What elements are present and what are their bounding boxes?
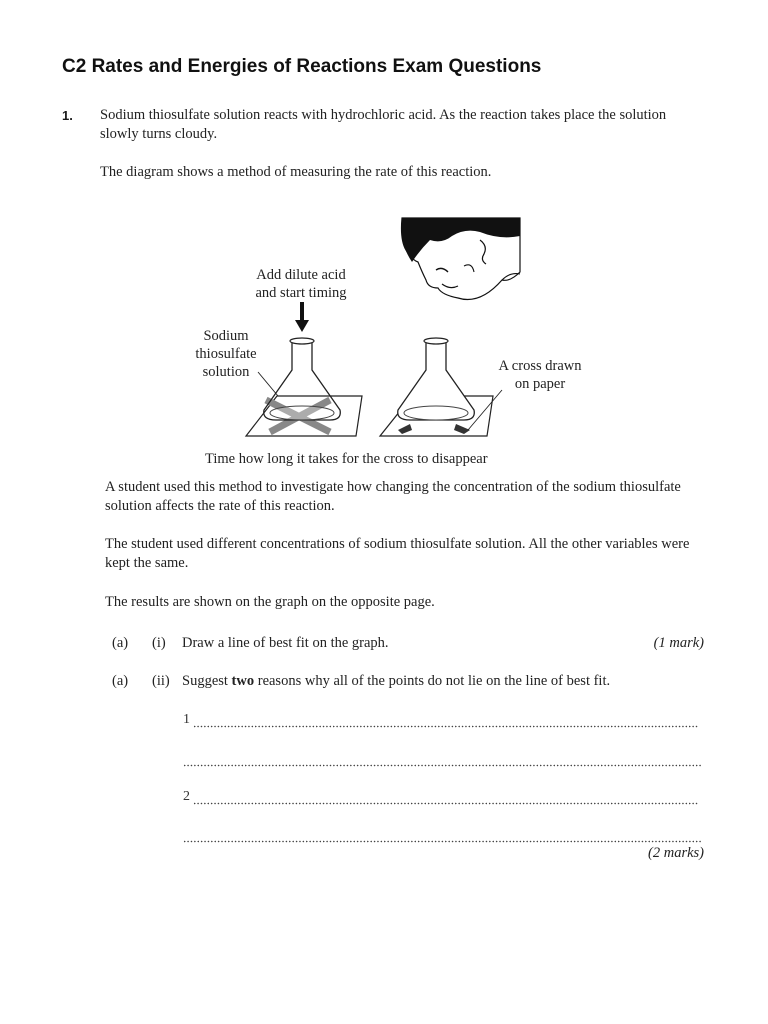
- dotted-line: [193, 725, 698, 728]
- label-sodium-thiosulfate: Sodium thiosulfate solution: [195, 328, 257, 380]
- intro-paragraph-2: The diagram shows a method of measuring the rate of this reaction.: [100, 164, 492, 180]
- question-number: 1.: [62, 108, 73, 123]
- method-paragraph: A student used this method to investigate how changing the concentration of the sodium thiosulfate solution affects the rate of this reaction.: [105, 479, 681, 514]
- question-subpart-label: (i): [152, 635, 166, 651]
- down-arrow-icon: [295, 302, 309, 332]
- question-text-bold: two: [231, 673, 255, 689]
- answer-line-1[interactable]: [183, 712, 703, 730]
- question-text: [182, 673, 610, 690]
- question-part-label: (a): [112, 635, 129, 651]
- dotted-line: [183, 840, 701, 843]
- answer-number: 2: [183, 789, 190, 804]
- question-a-ii: [112, 673, 704, 693]
- marks-label: (1 mark): [653, 635, 704, 651]
- question-subpart-label: (ii): [152, 673, 170, 689]
- results-paragraph: The results are shown on the graph on the opposite page.: [105, 594, 435, 610]
- question-text-before: Suggest: [182, 673, 232, 689]
- diagram-caption: Time how long it takes for the cross to disappear: [205, 451, 488, 467]
- label-cross-on-paper: A cross drawn on paper: [498, 358, 582, 392]
- intro-paragraph-1: Sodium thiosulfate solution reacts with hydrochloric acid. As the reaction takes place the solution slowly turns cloudy.: [100, 107, 667, 142]
- label-add-acid: Add dilute acid and start timing: [255, 267, 347, 301]
- dotted-line: [183, 764, 701, 767]
- answer-line-2[interactable]: [183, 751, 703, 769]
- dotted-line: [193, 802, 698, 805]
- question-text: Draw a line of best fit on the graph.: [182, 635, 389, 651]
- question-text-after: reasons why all of the points do not lie on the line of best fit.: [254, 673, 611, 689]
- question-a-i: [112, 635, 704, 655]
- marks-label-a-ii: (2 marks): [648, 845, 704, 861]
- answer-number: 1: [183, 712, 190, 727]
- answer-line-4[interactable]: [183, 827, 703, 845]
- question-part-label: (a): [112, 673, 129, 689]
- page-title: C2 Rates and Energies of Reactions Exam Questions: [62, 56, 542, 77]
- answer-line-3[interactable]: [183, 789, 703, 807]
- experiment-diagram: [180, 210, 582, 475]
- observer-head-illustration: [402, 218, 521, 300]
- right-conical-flask: [398, 338, 475, 420]
- variables-paragraph: The student used different concentrations of sodium thiosulfate solution. All the other variables were kept the same.: [105, 536, 690, 571]
